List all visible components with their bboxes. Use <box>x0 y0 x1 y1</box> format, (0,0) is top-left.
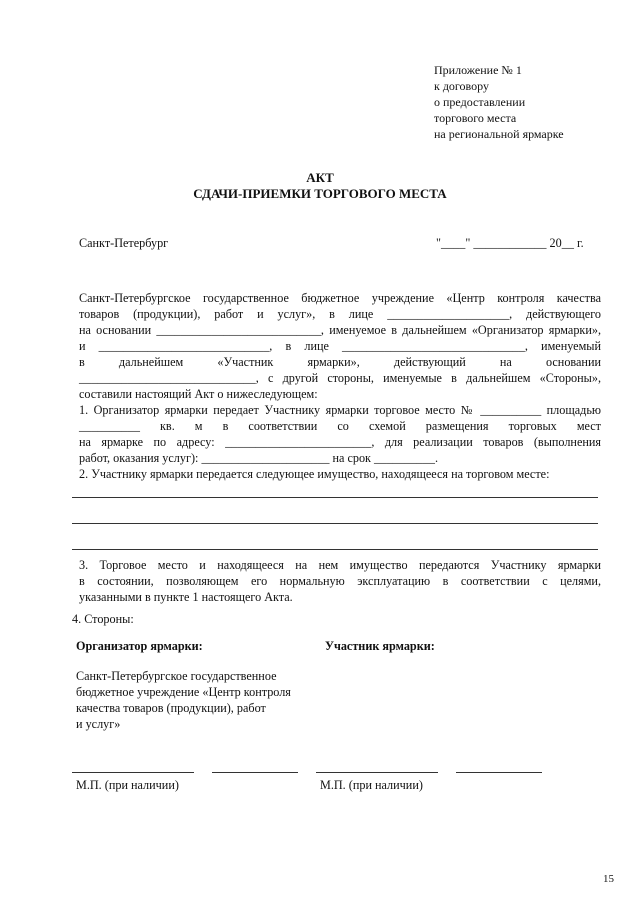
body-line: 3. Торговое место и находящееся на нем имущество передаются Участнику ярмарки <box>79 558 601 572</box>
organizer-line: и услуг» <box>76 717 121 731</box>
body-line: _____________________________, с другой стороны, именуемые в дальнейшем «Стороны», <box>79 371 601 385</box>
fill-line <box>72 497 598 498</box>
body-line: составили настоящий Акт о нижеследующем: <box>79 387 318 401</box>
appendix-line: торгового места <box>434 111 517 125</box>
organizer-line: качества товаров (продукции), работ <box>76 701 266 715</box>
body-line: 1. Организатор ярмарки передает Участнику ярмарки торговое место № __________ площадью <box>79 403 601 417</box>
signature-line <box>456 772 542 773</box>
date-field: "____" ____________ 20__ г. <box>436 236 584 250</box>
parties-heading: 4. Стороны: <box>72 612 134 626</box>
appendix-line: к договору <box>434 79 489 93</box>
fill-line <box>72 549 598 550</box>
body-line: и ____________________________, в лице ______________________________, именуемый <box>79 339 601 353</box>
organizer-line: бюджетное учреждение «Центр контроля <box>76 685 291 699</box>
body-line: указанными в пункте 1 настоящего Акта. <box>79 590 293 604</box>
appendix-block <box>434 62 564 142</box>
signature-line <box>212 772 298 773</box>
body-line: на основании ___________________________, именуемое в дальнейшем «Организатор ярмарки», <box>79 323 601 337</box>
page-number: 15 <box>603 873 614 885</box>
appendix-line: Приложение № 1 <box>434 63 522 77</box>
signature-line <box>316 772 438 773</box>
stamp-note-participant: М.П. (при наличии) <box>320 778 423 792</box>
appendix-line: о предоставлении <box>434 95 526 109</box>
appendix-line: на региональной ярмарке <box>434 127 564 141</box>
body-line: работ, оказания услуг): _____________________ на срок __________. <box>79 451 439 465</box>
organizer-line: Санкт-Петербургское государственное <box>76 669 277 683</box>
fill-line <box>72 523 598 524</box>
body-line: в дальнейшем «Участник ярмарки», действующий на основании <box>79 355 601 369</box>
signature-line <box>72 772 194 773</box>
body-line: Санкт-Петербургское государственное бюджетное учреждение «Центр контроля качества <box>79 291 601 305</box>
body-line: в состоянии, позволяющем его нормальную эксплуатацию в соответствии с целями, <box>79 574 601 588</box>
participant-heading: Участник ярмарки: <box>325 639 435 653</box>
body-line: 2. Участнику ярмарки передается следующее имущество, находящееся на торговом месте: <box>79 467 550 481</box>
body-line: __________ кв. м в соответствии со схемой размещения торговых мест <box>79 419 601 433</box>
stamp-note-organizer: М.П. (при наличии) <box>76 778 179 792</box>
doc-title: АКТ <box>306 170 334 185</box>
body-line: на ярмарке по адресу: ________________________, для реализации товаров (выполнения <box>79 435 601 449</box>
organizer-details <box>76 668 291 732</box>
body-line: товаров (продукции), работ и услуг», в лице ____________________, действующего <box>79 307 601 321</box>
doc-subtitle: СДАЧИ-ПРИЕМКИ ТОРГОВОГО МЕСТА <box>193 186 447 201</box>
organizer-heading: Организатор ярмарки: <box>76 639 203 653</box>
city: Санкт-Петербург <box>79 236 169 250</box>
